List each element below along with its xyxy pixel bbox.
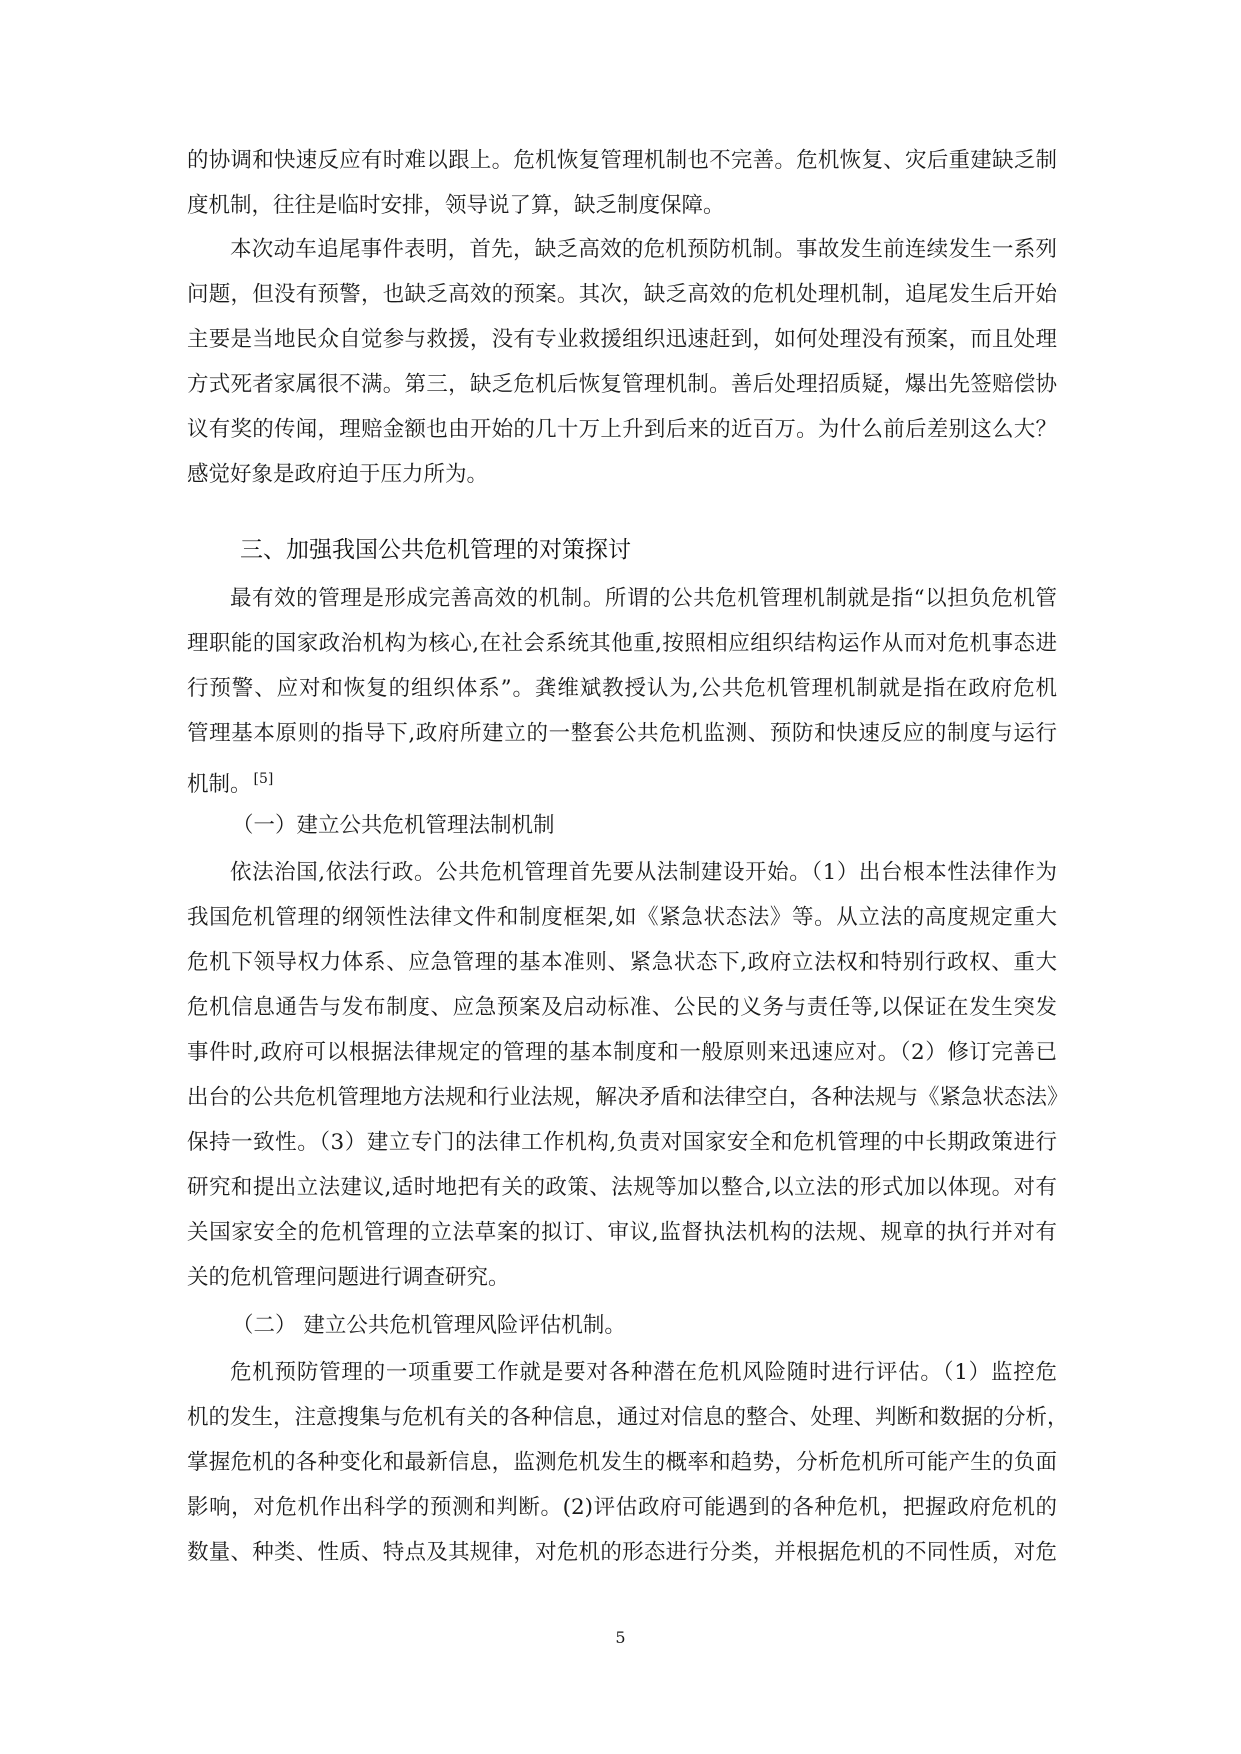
subheading-1: （一）建立公共危机管理法制机制 <box>232 813 555 838</box>
paragraph-1-line-2: 度机制，往往是临时安排，领导说了算，缺乏制度保障。 <box>187 193 725 218</box>
paragraph-3-line-4: 管理基本原则的指导下,政府所建立的一整套公共危机监测、预防和快速反应的制度与运行 <box>187 721 1057 746</box>
paragraph-4-line-3: 危机下领导权力体系、应急管理的基本准则、紧急状态下,政府立法权和特别行政权、重大 <box>187 950 1057 975</box>
paragraph-5-line-1: 危机预防管理的一项重要工作就是要对各种潜在危机风险随时进行评估。（1）监控危 <box>230 1360 1057 1385</box>
paragraph-4-line-10: 关的危机管理问题进行调查研究。 <box>187 1265 510 1290</box>
paragraph-4-line-4: 危机信息通告与发布制度、应急预案及启动标准、公民的义务与责任等,以保证在发生突发 <box>187 995 1057 1020</box>
paragraph-4-line-5: 事件时,政府可以根据法律规定的管理的基本制度和一般原则来迅速应对。（2）修订完善已 <box>187 1040 1057 1065</box>
page-number: 5 <box>615 1628 626 1647</box>
paragraph-2-line-1: 本次动车追尾事件表明，首先，缺乏高效的危机预防机制。事故发生前连续发生一系列 <box>230 237 1057 262</box>
paragraph-5-line-2: 机的发生，注意搜集与危机有关的各种信息，通过对信息的整合、处理、判断和数据的分析， <box>187 1405 1069 1430</box>
paragraph-2-line-2: 问题，但没有预警，也缺乏高效的预案。其次，缺乏高效的危机处理机制，追尾发生后开始 <box>187 282 1057 307</box>
paragraph-1-line-1: 的协调和快速反应有时难以跟上。危机恢复管理机制也不完善。危机恢复、灾后重建缺乏制 <box>187 148 1057 173</box>
paragraph-3-line-1: 最有效的管理是形成完善高效的机制。所谓的公共危机管理机制就是指“以担负危机管 <box>230 586 1057 611</box>
paragraph-4-line-6: 出台的公共危机管理地方法规和行业法规，解决矛盾和法律空白，各种法规与《紧急状态法》 <box>187 1085 1069 1110</box>
paragraph-2-line-6: 感觉好象是政府迫于压力所为。 <box>187 462 489 487</box>
paragraph-4-line-9: 关国家安全的危机管理的立法草案的拟订、审议,监督执法机构的法规、规章的执行并对有 <box>187 1220 1057 1245</box>
paragraph-4-line-2: 我国危机管理的纲领性法律文件和制度框架,如《紧急状态法》等。从立法的高度规定重大 <box>187 905 1057 930</box>
paragraph-4-line-8: 研究和提出立法建议,适时地把有关的政策、法规等加以整合,以立法的形式加以体现。对有 <box>187 1175 1057 1200</box>
reference-5: [5] <box>253 771 274 787</box>
paragraph-3-line-3: 行预警、应对和恢复的组织体系”。龚维斌教授认为,公共危机管理机制就是指在政府危机 <box>187 676 1057 701</box>
paragraph-2-line-5: 议有奖的传闻，理赔金额也由开始的几十万上升到后来的近百万。为什么前后差别这么大？ <box>187 417 1057 442</box>
paragraph-2-line-4: 方式死者家属很不满。第三，缺乏危机后恢复管理机制。善后处理招质疑，爆出先签赔偿协 <box>187 372 1057 397</box>
paragraph-3-line-2: 理职能的国家政治机构为核心,在社会系统其他重,按照相应组织结构运作从而对危机事态进 <box>187 631 1057 656</box>
paragraph-5-line-4: 影响，对危机作出科学的预测和判断。(2)评估政府可能遇到的各种危机，把握政府危机的 <box>187 1495 1057 1520</box>
paragraph-4-line-7: 保持一致性。（3）建立专门的法律工作机构,负责对国家安全和危机管理的中长期政策进行 <box>187 1130 1057 1155</box>
paragraph-3-line-5-text: 机制。 <box>187 772 252 797</box>
paragraph-4-line-1: 依法治国,依法行政。公共危机管理首先要从法制建设开始。（1）出台根本性法律作为 <box>230 860 1057 885</box>
section-heading: 三、加强我国公共危机管理的对策探讨 <box>240 537 631 563</box>
paragraph-2-line-3: 主要是当地民众自觉参与救援，没有专业救援组织迅速赶到，如何处理没有预案，而且处理 <box>187 327 1057 352</box>
paragraph-3-line-5 <box>187 757 1057 801</box>
paragraph-5-line-5: 数量、种类、性质、特点及其规律，对危机的形态进行分类，并根据危机的不同性质，对危 <box>187 1540 1057 1565</box>
paragraph-5-line-3: 掌握危机的各种变化和最新信息，监测危机发生的概率和趋势，分析危机所可能产生的负面 <box>187 1450 1057 1475</box>
subheading-2: （二） 建立公共危机管理风险评估机制。 <box>232 1313 626 1338</box>
